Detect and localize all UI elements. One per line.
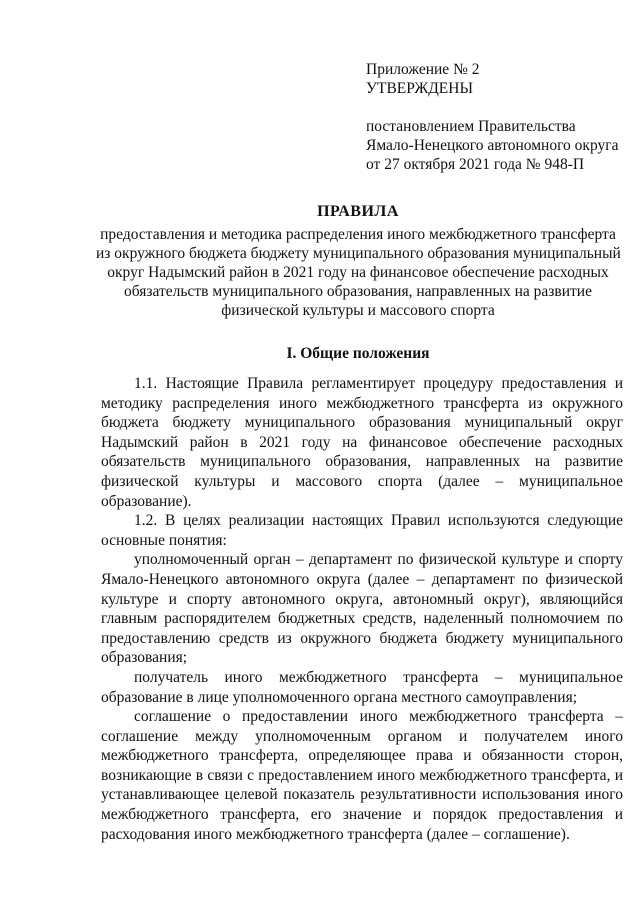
approved-label: УТВЕРЖДЕНЫ (366, 80, 473, 97)
document-title: ПРАВИЛА (317, 203, 399, 220)
definition-authorized-body: уполномоченный орган – департамент по физической культуре и спорту Ямало-Ненецкого автономного округа (далее – департамент по физической культуре и спорту автономного округа, автономный округ), являющийся главным распорядителем бюджетных средств, наделенный полномочием по предоставлению средств из окружного бюджета бюджету муниципального образования; (101, 551, 623, 667)
subtitle-line: из окружного бюджета бюджету муниципального образования муниципальный (96, 245, 621, 262)
definition-recipient: получатель иного межбюджетного трансферта – муниципальное образование в лице уполномоченного органа местного самоуправления; (101, 668, 623, 706)
document-subtitle (96, 225, 620, 320)
subtitle-line: обязательств муниципального образования, направленных на развитие (124, 283, 592, 300)
section-body (101, 374, 623, 844)
approval-stamp (366, 60, 626, 174)
paragraph-1-2: 1.2. В целях реализации настоящих Правил используются следующие основные понятия: (101, 512, 623, 549)
decree-line-3: от 27 октября 2021 года № 948-П (366, 156, 585, 173)
decree-line-2: Ямало-Ненецкого автономного округа (366, 137, 619, 154)
document-title-block (96, 202, 620, 320)
appendix-label: Приложение № 2 (366, 61, 480, 78)
subtitle-line: предоставления и методика распределения иного межбюджетного трансферта (100, 226, 616, 243)
subtitle-line: физической культуры и массового спорта (221, 302, 495, 319)
subtitle-line: округ Надымский район в 2021 году на финансовое обеспечение расходных (107, 264, 609, 281)
definition-agreement: соглашение о предоставлении иного межбюджетного трансферта – соглашение между уполномоченным органом и получателем иного межбюджетного трансферта, определяющее права и обязанности сторон, возникающие в связи с предоставлением иного межбюджетного трансферта, и устанавливающее целевой показатель результативности использования иного межбюджетного трансферта, его значение и порядок предоставления и расходования иного межбюджетного трансферта (далее – соглашение). (101, 708, 623, 843)
section-heading: I. Общие положения (286, 345, 430, 362)
decree-line-1: постановлением Правительства (366, 118, 576, 135)
spacer (366, 98, 626, 117)
paragraph-1-1: 1.1. Настоящие Правила регламентирует процедуру предоставления и методику распределения иного межбюджетного трансферта из окружного бюджета бюджету муниципального образования муниципальный округ Надымский район в 2021 году на финансовое обеспечение расходных обязательств муниципального образования, направленных на развитие физической культуры и массового спорта (далее – муниципальное образование). (101, 375, 623, 510)
